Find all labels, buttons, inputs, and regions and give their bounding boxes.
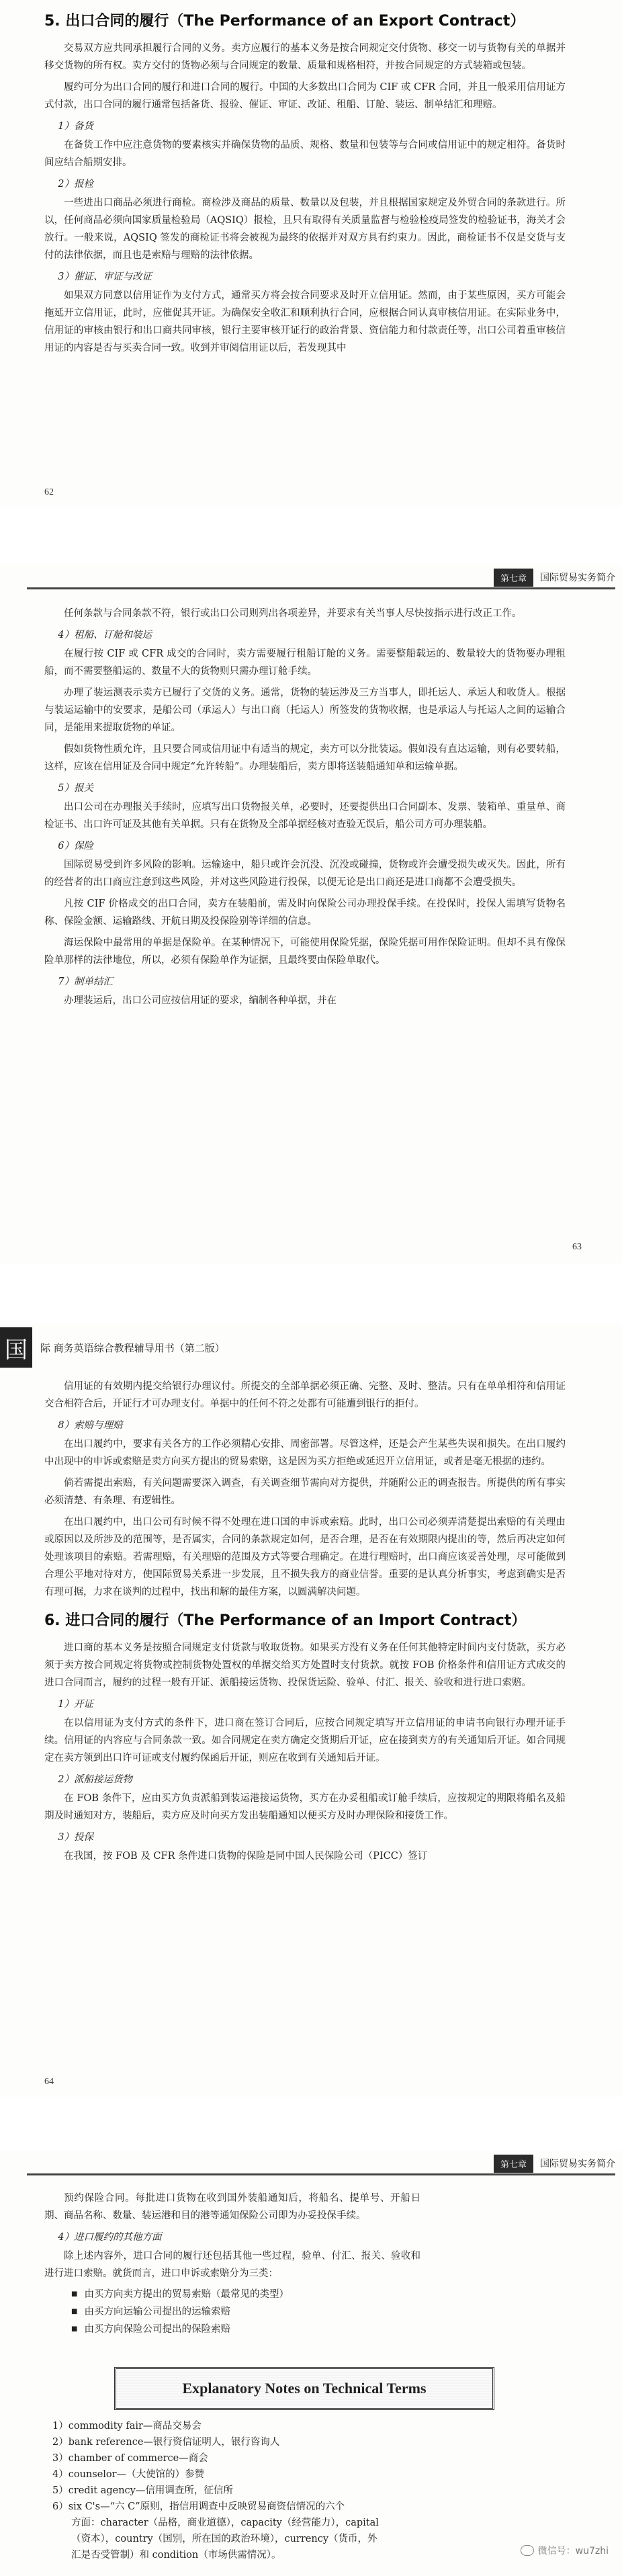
paragraph: 办理了装运测表示卖方已履行了交货的义务。通常，货物的装运涉及三方当事人，即托运人、承运人和收货人。根据与装运运输中的安要求，是船公司（承运人）与出口商（托运人）所签发的货物收据，也是承运人与托运人之间的运输合同，是能用来提取货物的单证。 bbox=[44, 688, 566, 733]
subheading: 6）保险 bbox=[58, 841, 94, 851]
paragraph: 假如货物性质允许，且只要合同或信用证中有适当的规定，卖方可以分批装运。假如没有直达运输，则有必要转船，这样，应该在信用证及合同中规定“允许转船”。办理装船后，卖方即将送装船通知单和运输单据。 bbox=[44, 744, 566, 772]
page-number: 63 bbox=[572, 1242, 582, 1252]
list-item: ■ 由买方向运输公司提出的运输索赔 bbox=[71, 2304, 420, 2321]
watermark bbox=[521, 2544, 609, 2557]
list-item: ■ 由买方向卖方提出的贸易索赔（最常见的类型） bbox=[71, 2286, 420, 2304]
paragraph: 倘若需提出索赔，有关问题需要深入调查，有关调查细节需向对方提供，并随附公正的调查报告。所提供的所有事实必须清楚、有条理、有逻辑性。 bbox=[44, 1478, 566, 1506]
page-64 bbox=[0, 1324, 622, 2097]
paragraph: 办理装运后，出口公司应按信用证的要求，编制各种单据，并在 bbox=[64, 995, 337, 1006]
paragraph: 信用证的有效期内提交给银行办理议付。所提交的全部单据必须正确、完整、及时、整洁。只有在单单相符和信用证交合相符合后，开证行才可办理支付。单据中的任何不符之处都有可能遭到银行的拒付。 bbox=[44, 1381, 566, 1409]
paragraph: 在备货工作中应注意货物的要素核实并确保货物的品质、规格、数量和包装等与合同或信用证中的规定相符。备货时间应结合船期安排。 bbox=[44, 140, 566, 168]
chapter-header bbox=[494, 567, 615, 587]
paragraph: 交易双方应共同承担履行合同的义务。卖方应履行的基本义务是按合同规定交付货物、移交一切与货物有关的单据并移交货物的所有权。卖方交付的货物必须与合同规定的数量、质量和规格相符，并按合同规定的方式装箱或包装。 bbox=[44, 43, 566, 71]
subheading: 8）索赔与理赔 bbox=[58, 1420, 123, 1431]
subheading: 4）租船、订舱和装运 bbox=[58, 630, 152, 640]
note-item: 方面：character（品格，商业道德），capacity（经营能力），capital bbox=[71, 2518, 379, 2528]
paragraph: 在 FOB 条件下，应由买方负责派船到装运港接运货物，买方在办妥租船或订舱手续后，应按规定的期限将船名及船期及时通知对方，装船后，卖方应及时向买方发出装船通知以便买方及时办理保险和接货工作。 bbox=[44, 1793, 566, 1821]
paragraph: 在履行按 CIF 或 CFR 成交的合同时，卖方需要履行租船订舱的义务。需要整船载运的、数量较大的货物要办理租船，而不需要整船运的、数量不大的货物则只需办理订舱手续。 bbox=[44, 649, 566, 677]
subheading: 3）催证、审证与改证 bbox=[58, 272, 152, 282]
page-number: 62 bbox=[44, 487, 54, 497]
subheading: 2）报检 bbox=[58, 179, 94, 190]
note-item: 6）six C's—“六 C”原则，指信用调查中反映贸易商资信情况的六个 bbox=[52, 2501, 345, 2512]
note-item: 4）counselor—（大使馆的）参赞 bbox=[52, 2469, 205, 2480]
page-62 bbox=[0, 0, 622, 507]
page-number: 64 bbox=[44, 2077, 54, 2087]
chapter-label: 第七章 bbox=[494, 569, 533, 587]
note-item: 1）commodity fair—商品交易会 bbox=[52, 2421, 202, 2432]
page-65 bbox=[0, 2151, 622, 2576]
subheading: 1）备货 bbox=[58, 121, 94, 132]
note-item: 3）chamber of commerce—商会 bbox=[52, 2453, 208, 2464]
subheading: 1）开证 bbox=[58, 1699, 94, 1710]
wechat-icon bbox=[521, 2545, 534, 2556]
subheading: 5）报关 bbox=[58, 783, 94, 794]
paragraph: 海运保险中最常用的单据是保险单。在某种情况下，可能使用保险凭据，保险凭据可用作保险证明。但却不具有像保险单那样的法律地位，所以，必须有保险单作为证据，且最终要由保险单取代。 bbox=[44, 938, 566, 966]
notes-banner: Explanatory Notes on Technical Terms bbox=[114, 2367, 494, 2410]
paragraph: 一些进出口商品必须进行商检。商检涉及商品的质量、数量以及包装，并且根据国家规定及外贸合同的条款进行。所以，任何商品必须向国家质量检验局（AQSIQ）报检，且只有取得有关质量监督与检验检疫局签发的检验证书，海关才会放行。一般来说，AQSIQ 签发的商检证书将会被视为最终的依据并对双方具有约束力。因此，商检证书不仅是交货与支付的法律依据，而且也是索赔与理赔的法律依据。 bbox=[44, 198, 566, 261]
book-title: 际 商务英语综合教程辅导用书（第二版） bbox=[40, 1341, 225, 1354]
paragraph: 国际贸易受到许多风险的影响。运输途中，船只或许会沉没、沉没或碰撞，货物或许会遭受损失或灭失。因此，所有的经营者的出口商应注意到这些风险，并对这些风险进行投保，以便无论是出口商还是进口商都不会遭受损失。 bbox=[44, 860, 566, 888]
watermark-text: 微信号：wu7zhi bbox=[537, 2546, 609, 2557]
subheading: 2）派船接运货物 bbox=[58, 1774, 133, 1785]
chapter-label: 第七章 bbox=[494, 2155, 533, 2173]
subheading: 4）进口履约的其他方面 bbox=[58, 2232, 162, 2243]
chapter-title: 国际贸易实务简介 bbox=[540, 573, 615, 583]
paragraph: 在以信用证为支付方式的条件下，进口商在签订合同后，应按合同规定填写开立信用证的申请书向银行办理开证手续。信用证的内容应与合同条款一致。如合同规定在卖方确定交货期后开证，应在接到卖方的有关通知后开证。如合同规定在卖方领到出口许可证或支付履约保函后开证，则应在收到有关通知后开证。 bbox=[44, 1718, 566, 1763]
subheading: 3）投保 bbox=[58, 1832, 94, 1843]
chapter-title: 国际贸易实务简介 bbox=[540, 2159, 615, 2169]
paragraph: 进口商的基本义务是按照合同规定支付货款与收取货物。如果买方没有义务在任何其他特定时间内支付货款，买方必须于卖方按合同规定将货物或控制货物处置权的单据交给买方处置时支付货款。就按 FOB 价格条件和信用证方式成交的进口合同而言，履约的过程一般有开证、派船接运货物、投保货运险、验单、付汇、报关、验收和进行进口索赔。 bbox=[44, 1643, 566, 1688]
note-item: （资本），country（国别，所在国的政治环境），currency（货币，外 bbox=[71, 2534, 377, 2544]
paragraph: 预约保险合同。每批进口货物在收到国外装船通知后，将船名、提单号、开船日期、商品名称、数量、装运港和目的港等通知保险公司即为办妥投保手续。 bbox=[44, 2193, 420, 2221]
subheading: 7）制单结汇 bbox=[58, 977, 114, 987]
section-heading: 5. 出口合同的履行（The Performance of an Export Contract） bbox=[44, 13, 525, 30]
technical-notes-list bbox=[44, 2418, 420, 2563]
note-item: 2）bank reference—银行资信证明人，银行咨询人 bbox=[52, 2437, 280, 2448]
claim-type-list bbox=[71, 2286, 420, 2339]
paragraph: 除上述内容外，进口合同的履行还包括其他一些过程，验单、付汇、报关、验收和进行进口索赔。就货而言，进口申诉或索赔分为三类： bbox=[44, 2251, 420, 2279]
book-logo-glyph: 国 bbox=[0, 1327, 32, 1368]
note-item: 汇是否受管制）和 condition（市场供需情况）。 bbox=[71, 2550, 281, 2561]
paragraph: 凡按 CIF 价格成交的出口合同，卖方在装船前，需及时向保险公司办理投保手续。在投保时，投保人需填写货物名称、保险金额、运输路线、开航日期及投保险别等详细的信息。 bbox=[44, 899, 566, 927]
paragraph: 出口公司在办理报关手续时，应填写出口货物报关单，必要时，还要提供出口合同副本、发票、装箱单、重量单、商检证书、出口许可证及其他有关单据。只有在货物及全部单据经核对查验无误后，船公司方可办理装船。 bbox=[44, 802, 566, 830]
section-heading: 6. 进口合同的履行（The Performance of an Import Contract） bbox=[44, 1612, 527, 1629]
paragraph: 如果双方同意以信用证作为支付方式，通常买方将会按合同要求及时开立信用证。然而，由于某些原因，买方可能会拖延开立信用证，此时，应催促其开证。为确保安全收汇和顺利执行合同，应根据合同认真审核信用证。在实际业务中，信用证的审核由银行和出口商共同审核，银行主要审核开证行的政治背景、资信能力和付款责任等，出口公司着重审核信用证的内容是否与买卖合同一致。收到并审阅信用证以后，若发现其中 bbox=[44, 290, 566, 354]
chapter-header bbox=[494, 2153, 615, 2173]
book-header bbox=[0, 1324, 225, 1371]
paragraph: 在出口履约中，出口公司有时候不得不处理在进口国的申诉或索赔。此时，出口公司必须弄清楚提出索赔的有关理由或原因以及所涉及的范围等，是否属实，合同的条款规定如何，是否合理，是否在有效期限内提出的等，然后再决定如何处理该项目的索赔。若需理赔，有关理赔的范围及方式等要合理确定。在进行理赔时，出口商应该妥善处理，尽可能做到合理公平地对待对方，使国际贸易关系进一步发展，且不损失我方的商业信誉。重要的是认真分析事实，考虑到确实是否有理可据，力求在谈判的过程中，找出和解的最佳方案，以圆满解决问题。 bbox=[44, 1517, 566, 1597]
list-item: ■ 由买方向保险公司提出的保险索赔 bbox=[71, 2321, 420, 2339]
note-item: 5）credit agency—信用调查所，征信所 bbox=[52, 2485, 233, 2496]
page-63 bbox=[0, 565, 622, 1263]
paragraph: 在我国，按 FOB 及 CFR 条件进口货物的保险是同中国人民保险公司（PICC）签订 bbox=[64, 1851, 428, 1862]
paragraph: 任何条款与合同条款不符，银行或出口公司则列出各项差异，并要求有关当事人尽快按指示进行改正工作。 bbox=[64, 608, 522, 619]
paragraph: 履约可分为出口合同的履行和进口合同的履行。中国的大多数出口合同为 CIF 或 CFR 合同，并且一般采用信用证方式付款，出口合同的履行通常包括备货、报验、催证、审证、改证、租船、订舱、装运、制单结汇和理赔。 bbox=[44, 82, 566, 110]
paragraph: 在出口履约中，要求有关各方的工作必须精心安排、周密部署。尽管这样，还是会产生某些失误和损失。在出口履约中出现中的申诉或索赔是卖方向买方提出的贸易索赔，这是因为买方拒绝或延迟开立信用证，或者是毫无根据的违约。 bbox=[44, 1439, 566, 1467]
